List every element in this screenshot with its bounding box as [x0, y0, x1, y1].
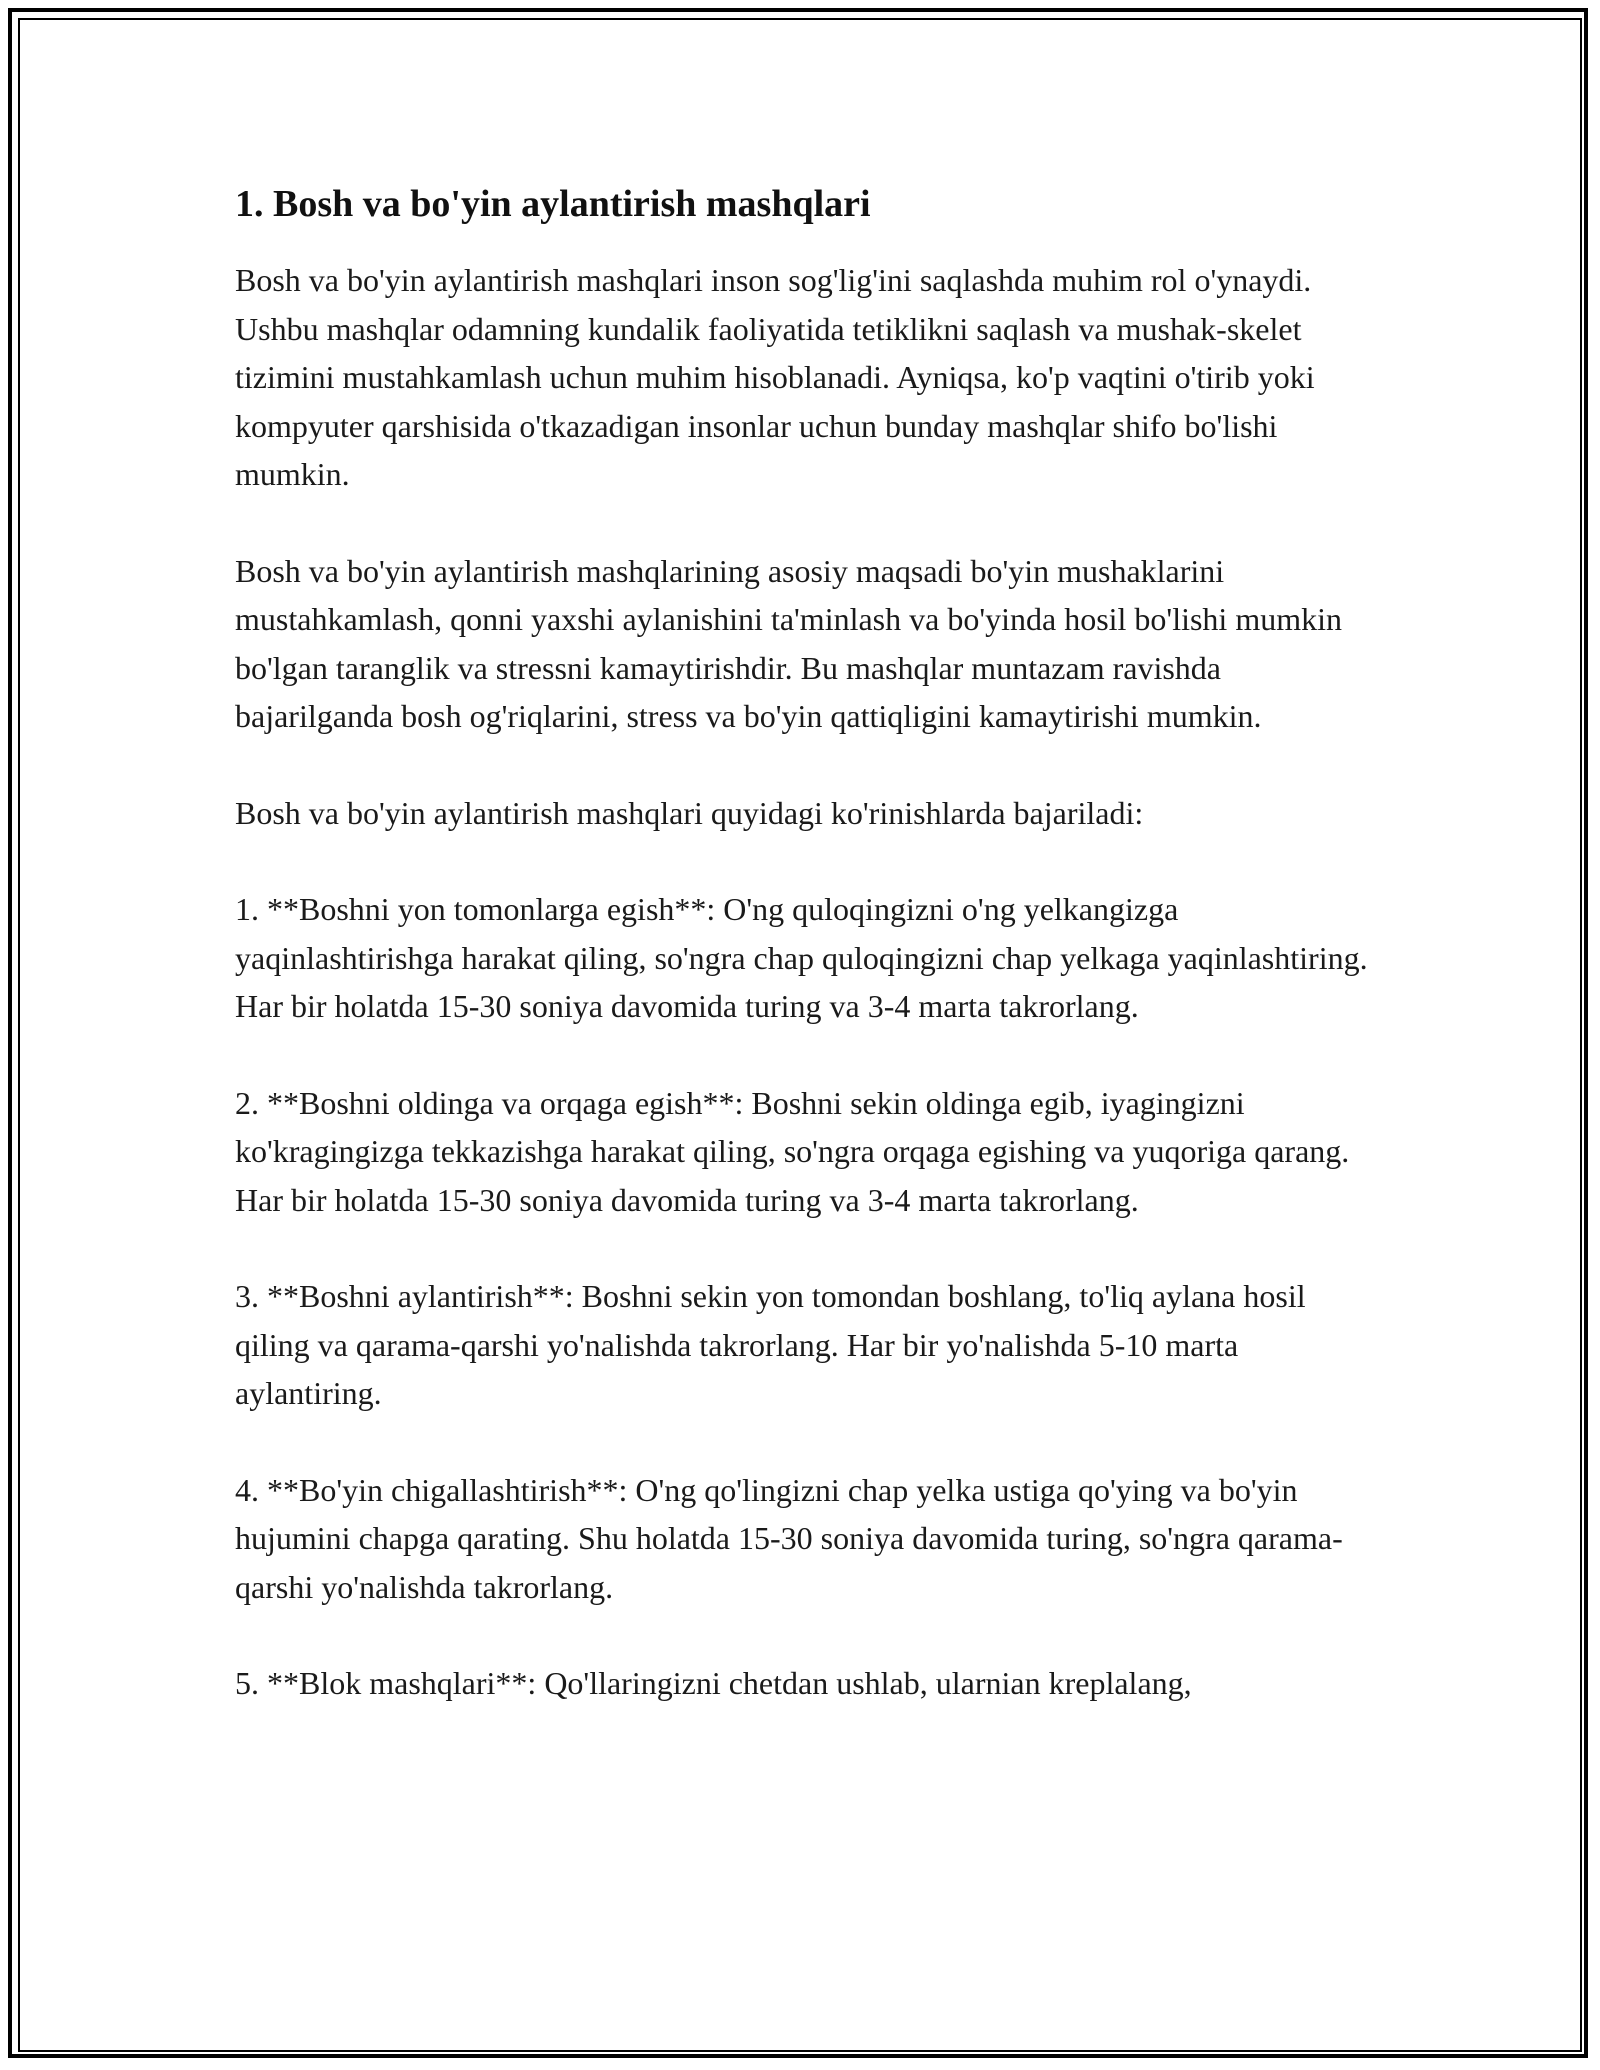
list-item-2: 2. **Boshni oldinga va orqaga egish**: Boshni sekin oldinga egib, iyagingizni ko'kragingizga tekkazishga harakat qiling, so'ngra orqaga egishing va yuqoriga qarang. Har bir holatda 15-30 soniya davomida turing va 3-4 marta takrorlang. — [235, 1084, 1350, 1218]
document-body — [235, 180, 1375, 1756]
list-item-4: 4. **Bo'yin chigallashtirish**: O'ng qo'lingizni chap yelka ustiga qo'ying va bo'yin hujumini chapga qarating. Shu holatda 15-30 soniya davomida turing, so'ngra qarama-qarshi yo'nalishda takrorlang. — [235, 1471, 1343, 1605]
section-heading: 1. Bosh va bo'yin aylantirish mashqlari — [235, 183, 871, 225]
list-item-5: 5. **Blok mashqlari**: Qo'llaringizni chetdan ushlab, ularnian kreplalang, — [235, 1665, 1192, 1701]
paragraph-purpose: Bosh va bo'yin aylantirish mashqlarining asosiy maqsadi bo'yin mushaklarini mustahkamlash, qonni yaxshi aylanishini ta'minlash va bo'yinda hosil bo'lishi mumkin bo'lgan taranglik va stressni kamaytirishdir. Bu mashqlar muntazam ravishda bajarilganda bosh og'riqlarini, stress va bo'yin qattiqligini kamaytirishi mumkin. — [235, 552, 1342, 734]
paragraph-list-intro: Bosh va bo'yin aylantirish mashqlari quyidagi ko'rinishlarda bajariladi: — [235, 794, 1144, 831]
list-item-1: 1. **Boshni yon tomonlarga egish**: O'ng quloqingizni o'ng yelkangizga yaqinlashtirishga harakat qiling, so'ngra chap quloqingizni chap yelkaga yaqinlashtiring. Har bir holatda 15-30 soniya davomida turing va 3-4 marta takrorlang. — [235, 891, 1368, 1024]
list-item-3: 3. **Boshni aylantirish**: Boshni sekin yon tomondan boshlang, to'liq aylana hosil qiling va qarama-qarshi yo'nalishda takrorlang. Har bir yo'nalishda 5-10 marta aylantiring. — [235, 1278, 1306, 1411]
paragraph-intro: Bosh va bo'yin aylantirish mashqlari inson sog'lig'ini saqlashda muhim rol o'ynaydi. Ushbu mashqlar odamning kundalik faoliyatida tetiklikni saqlash va mushak-skelet tizimini mustahkamlash uchun muhim hisoblanadi. Ayniqsa, ko'p vaqtini o'tirib yoki kompyuter qarshisida o'tkazadigan insonlar uchun bunday mashqlar shifo bo'lishi mumkin. — [235, 262, 1315, 492]
